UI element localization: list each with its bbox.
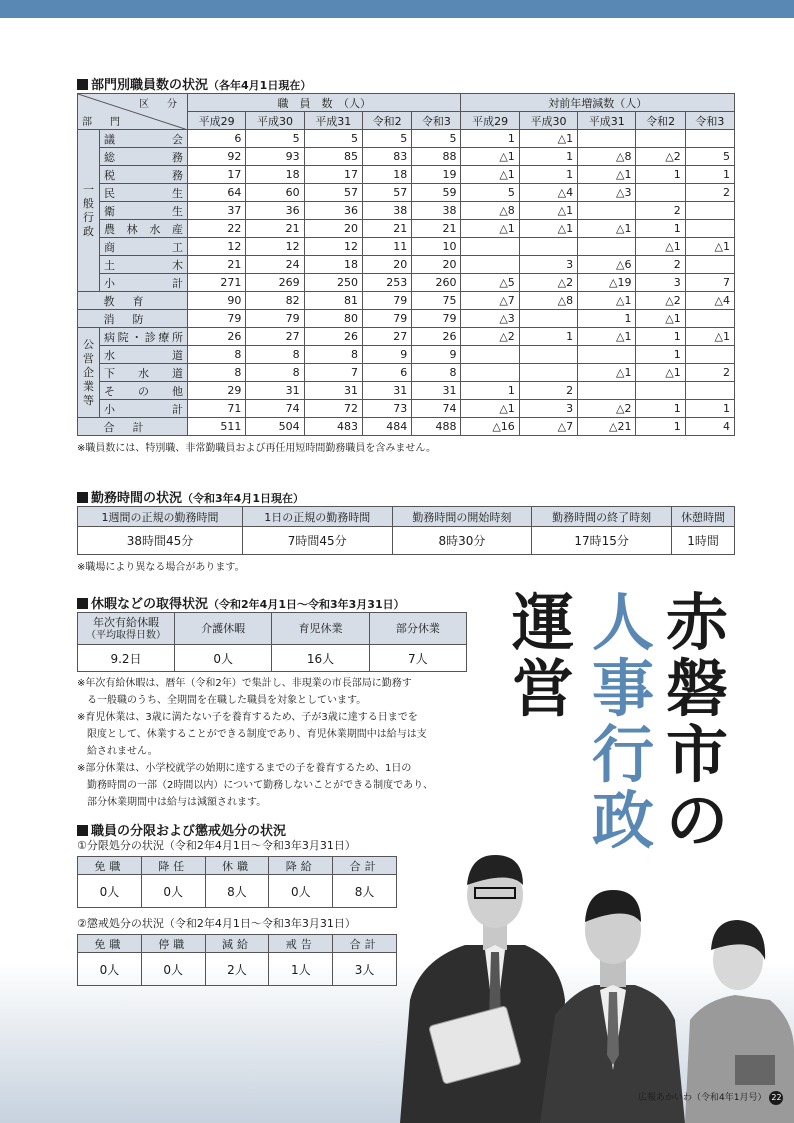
title-column-unei	[508, 586, 578, 725]
diff-cell: △2	[636, 292, 685, 310]
staff-count-cell: 8	[246, 346, 304, 364]
staff-count-cell: 79	[246, 310, 304, 328]
staff-count-cell: 21	[362, 220, 411, 238]
diff-cell: △5	[461, 274, 519, 292]
diff-cell: 1	[519, 328, 577, 346]
dismissal-value: 0人	[269, 875, 333, 908]
staff-count-cell: 8	[304, 346, 362, 364]
section-title-work-hours: 勤務時間の状況（令和3年4月1日現在）	[77, 487, 304, 506]
staff-count-cell: 27	[362, 328, 411, 346]
staff-count-cell: 12	[246, 238, 304, 256]
diff-cell: 1	[578, 310, 636, 328]
row-label: 土木	[100, 256, 188, 274]
staff-count-cell: 6	[188, 130, 246, 148]
staff-count-cell: 80	[304, 310, 362, 328]
work-hours-value: 7時間45分	[242, 527, 392, 555]
staff-count-cell: 19	[412, 166, 461, 184]
staff-count-cell: 36	[246, 202, 304, 220]
staff-count-cell: 11	[362, 238, 411, 256]
diff-cell: △19	[578, 274, 636, 292]
row-label: 小計	[100, 400, 188, 418]
diff-cell: 2	[636, 202, 685, 220]
diff-cell: △8	[519, 292, 577, 310]
diff-cell	[636, 382, 685, 400]
diff-cell: 1	[461, 382, 519, 400]
staff-count-cell: 250	[304, 274, 362, 292]
dismissal-header: 降給	[269, 857, 333, 875]
staff-count-cell: 8	[412, 364, 461, 382]
table-row	[78, 184, 735, 202]
diff-cell: 1	[636, 166, 685, 184]
year-header: 平成31	[304, 112, 362, 130]
staff-count-cell: 5	[304, 130, 362, 148]
staff-count-cell: 10	[412, 238, 461, 256]
staff-count-cell: 74	[412, 400, 461, 418]
dismissal-header: 免職	[78, 857, 142, 875]
table-row	[78, 310, 735, 328]
staff-count-cell: 26	[188, 328, 246, 346]
table-row	[78, 328, 735, 346]
staff-count-cell: 9	[412, 346, 461, 364]
diff-cell: △1	[461, 148, 519, 166]
work-hours-value: 38時間45分	[78, 527, 243, 555]
diff-cell	[685, 202, 734, 220]
staff-count-cell: 92	[188, 148, 246, 166]
diff-cell	[461, 364, 519, 382]
diff-cell: △1	[519, 202, 577, 220]
diff-cell: △4	[519, 184, 577, 202]
diff-cell: △6	[578, 256, 636, 274]
diff-cell: △7	[519, 418, 577, 436]
row-label: 消防	[78, 310, 188, 328]
diff-cell: △1	[636, 364, 685, 382]
year-header: 平成29	[188, 112, 246, 130]
leave-header: 部分休業	[369, 613, 466, 645]
header-ku: 区 分	[139, 99, 181, 110]
diff-cell	[578, 238, 636, 256]
staff-count-cell: 36	[304, 202, 362, 220]
title-text-2: 人 事 行 政	[591, 586, 654, 857]
row-label: 税務	[100, 166, 188, 184]
staff-count-cell: 31	[246, 382, 304, 400]
dismissal-caption: ①分限処分の状況（令和2年4月1日～令和3年3月31日）	[77, 839, 356, 852]
diff-cell: △1	[685, 328, 734, 346]
diff-cell: △8	[578, 148, 636, 166]
year-header: 令和2	[362, 112, 411, 130]
diff-cell: 2	[685, 364, 734, 382]
staff-count-cell: 17	[188, 166, 246, 184]
footer-text: 広報あかいわ（令和4年1月号）	[638, 1093, 767, 1103]
work-hours-header: 勤務時間の終了時刻	[532, 507, 672, 527]
title-text-3: 運 営	[511, 586, 574, 725]
staff-count-cell: 26	[304, 328, 362, 346]
diff-cell: △1	[578, 328, 636, 346]
staff-count-cell: 253	[362, 274, 411, 292]
table-row	[78, 148, 735, 166]
section-title-leave: 休暇などの取得状況（令和2年4月1日～令和3年3月31日）	[77, 593, 405, 612]
row-label: 商工	[100, 238, 188, 256]
staff-count-cell: 5	[412, 130, 461, 148]
diff-cell: △1	[578, 364, 636, 382]
table-row	[78, 382, 735, 400]
diff-cell	[461, 238, 519, 256]
row-label: 水道	[100, 346, 188, 364]
work-hours-value: 17時15分	[532, 527, 672, 555]
diff-cell	[685, 382, 734, 400]
diff-cell: △3	[578, 184, 636, 202]
staff-count-cell: 24	[246, 256, 304, 274]
staff-count-cell: 73	[362, 400, 411, 418]
diff-year-header: 平成30	[519, 112, 577, 130]
diff-cell	[519, 238, 577, 256]
staff-count-cell: 20	[304, 220, 362, 238]
leave-value: 7人	[369, 645, 466, 672]
title-column-akaiwa	[662, 586, 732, 857]
staff-count-cell: 17	[304, 166, 362, 184]
disciplinary-value: 1人	[269, 953, 333, 986]
diff-cell	[461, 256, 519, 274]
year-header: 平成30	[246, 112, 304, 130]
staff-count-cell: 12	[188, 238, 246, 256]
diff-cell: △8	[461, 202, 519, 220]
staff-count-cell: 59	[412, 184, 461, 202]
header-bu: 部 門	[82, 117, 124, 128]
row-label: 民生	[100, 184, 188, 202]
diff-cell: △1	[636, 238, 685, 256]
title-text-1: 赤 磐 市 の	[665, 586, 728, 857]
diff-year-header: 平成31	[578, 112, 636, 130]
diff-cell: △1	[461, 400, 519, 418]
disciplinary-value: 0人	[141, 953, 205, 986]
disciplinary-header: 合計	[333, 935, 397, 953]
leave-header-annual: 年次有給休暇 （平均取得日数）	[78, 613, 175, 645]
diff-cell: 5	[461, 184, 519, 202]
diff-cell: 2	[519, 382, 577, 400]
staff-count-cell: 64	[188, 184, 246, 202]
staff-count-cell: 271	[188, 274, 246, 292]
staff-count-cell: 88	[412, 148, 461, 166]
staff-count-cell: 21	[412, 220, 461, 238]
row-label: 合計	[78, 418, 188, 436]
staff-count-cell: 79	[362, 310, 411, 328]
table-row	[78, 364, 735, 382]
work-hours-header: 休憩時間	[672, 507, 735, 527]
leave-header: 介護休暇	[175, 613, 272, 645]
staff-count-cell: 31	[304, 382, 362, 400]
dismissal-value: 0人	[78, 875, 142, 908]
diff-cell: △1	[578, 166, 636, 184]
disciplinary-caption: ②懲戒処分の状況（令和2年4月1日～令和3年3月31日）	[77, 917, 356, 930]
diff-cell: △1	[578, 220, 636, 238]
diff-cell: △1	[519, 130, 577, 148]
staff-count-cell: 18	[362, 166, 411, 184]
square-bullet-icon	[77, 79, 88, 90]
table-row	[78, 274, 735, 292]
diff-cell: 4	[685, 418, 734, 436]
staff-count-cell: 57	[304, 184, 362, 202]
disciplinary-header: 停職	[141, 935, 205, 953]
diff-cell: 1	[636, 400, 685, 418]
staff-count-cell: 6	[362, 364, 411, 382]
staff-count-cell: 7	[304, 364, 362, 382]
staff-count-cell: 484	[362, 418, 411, 436]
diff-header: 対前年増減数（人）	[461, 94, 735, 112]
staff-count-cell: 12	[304, 238, 362, 256]
staff-count-cell: 83	[362, 148, 411, 166]
staff-count-cell: 81	[304, 292, 362, 310]
staff-count-cell: 38	[412, 202, 461, 220]
staff-count-cell: 504	[246, 418, 304, 436]
diff-cell	[636, 184, 685, 202]
staff-count-cell: 8	[188, 364, 246, 382]
staff-count-cell: 79	[188, 310, 246, 328]
diff-cell	[461, 346, 519, 364]
row-label: 下水道	[100, 364, 188, 382]
staff-count-cell: 38	[362, 202, 411, 220]
diff-cell: 2	[636, 256, 685, 274]
page-number: 22	[769, 1091, 783, 1105]
staff-count-cell: 21	[188, 256, 246, 274]
diff-cell: △2	[636, 148, 685, 166]
leave-value: 9.2日	[78, 645, 175, 672]
leave-value: 0人	[175, 645, 272, 672]
diff-cell: 3	[636, 274, 685, 292]
staff-count-cell: 20	[362, 256, 411, 274]
table-row	[78, 346, 735, 364]
dismissal-value: 8人	[205, 875, 269, 908]
table-row	[78, 220, 735, 238]
staff-count-cell: 5	[246, 130, 304, 148]
table-row	[78, 256, 735, 274]
section-title-discipline: 職員の分限および懲戒処分の状況	[77, 820, 286, 839]
square-bullet-icon	[77, 492, 88, 503]
staff-count-cell: 21	[246, 220, 304, 238]
staff-count-cell: 18	[246, 166, 304, 184]
diff-cell: 1	[685, 400, 734, 418]
title-column-jinji	[588, 586, 658, 857]
diff-cell	[578, 346, 636, 364]
diff-cell: △1	[461, 220, 519, 238]
diff-cell	[578, 130, 636, 148]
table-row	[78, 292, 735, 310]
diff-cell	[519, 310, 577, 328]
staff-count-cell: 31	[412, 382, 461, 400]
table-row	[78, 238, 735, 256]
diff-cell: △2	[578, 400, 636, 418]
disciplinary-value: 3人	[333, 953, 397, 986]
staff-count-cell: 18	[304, 256, 362, 274]
diff-cell: 1	[461, 130, 519, 148]
diff-cell	[685, 310, 734, 328]
staff-count-cell: 85	[304, 148, 362, 166]
dismissal-table	[77, 856, 397, 908]
diff-cell	[578, 382, 636, 400]
work-hours-header: 1週間の正規の勤務時間	[78, 507, 243, 527]
diff-year-header: 令和2	[636, 112, 685, 130]
row-label: 病院・診療所	[100, 328, 188, 346]
diff-cell	[685, 346, 734, 364]
staff-count-cell: 57	[362, 184, 411, 202]
diff-cell: 5	[685, 148, 734, 166]
diff-cell	[685, 256, 734, 274]
table-row	[78, 130, 735, 148]
diff-cell	[636, 130, 685, 148]
work-hours-value: 1時間	[672, 527, 735, 555]
staff-count-cell: 269	[246, 274, 304, 292]
staff-count-cell: 75	[412, 292, 461, 310]
staff-count-cell: 260	[412, 274, 461, 292]
staff-count-cell: 82	[246, 292, 304, 310]
staff-count-cell: 37	[188, 202, 246, 220]
diff-cell: △1	[578, 292, 636, 310]
staff-count-cell: 71	[188, 400, 246, 418]
staff-count-table	[77, 93, 735, 436]
staff-count-cell: 93	[246, 148, 304, 166]
table-row	[78, 166, 735, 184]
staff-count-cell: 20	[412, 256, 461, 274]
work-hours-header: 勤務時間の開始時刻	[392, 507, 532, 527]
diff-cell: 1	[636, 220, 685, 238]
staff-count-cell: 26	[412, 328, 461, 346]
disciplinary-header: 減給	[205, 935, 269, 953]
staff-count-cell: 31	[362, 382, 411, 400]
diff-cell: 2	[685, 184, 734, 202]
diff-cell: △7	[461, 292, 519, 310]
leave-table	[77, 612, 467, 672]
row-label: 小計	[100, 274, 188, 292]
row-label: 農林水産	[100, 220, 188, 238]
staff-count-cell: 22	[188, 220, 246, 238]
work-hours-note: ※職場により異なる場合があります。	[77, 562, 245, 573]
staff-count-cell: 483	[304, 418, 362, 436]
diff-cell	[578, 202, 636, 220]
disciplinary-header: 免職	[78, 935, 142, 953]
diff-cell: △3	[461, 310, 519, 328]
diff-cell: △16	[461, 418, 519, 436]
table-row	[78, 400, 735, 418]
diff-cell: △4	[685, 292, 734, 310]
diff-cell: △1	[519, 220, 577, 238]
row-label: 教育	[78, 292, 188, 310]
diff-cell	[685, 220, 734, 238]
diff-year-header: 令和3	[685, 112, 734, 130]
disciplinary-value: 2人	[205, 953, 269, 986]
work-hours-table	[77, 506, 735, 555]
staff-count-cell: 488	[412, 418, 461, 436]
disciplinary-value: 0人	[78, 953, 142, 986]
leave-value: 16人	[272, 645, 369, 672]
disciplinary-table	[77, 934, 397, 986]
staff-count-cell: 8	[246, 364, 304, 382]
staff-count-cell: 9	[362, 346, 411, 364]
section-title-staff-count: 部門別職員数の状況（各年4月1日現在）	[77, 74, 311, 93]
diff-cell: △2	[461, 328, 519, 346]
table-row	[78, 418, 735, 436]
work-hours-value: 8時30分	[392, 527, 532, 555]
row-label: 衛生	[100, 202, 188, 220]
row-label: 総務	[100, 148, 188, 166]
dismissal-header: 降任	[141, 857, 205, 875]
staff-count-cell: 511	[188, 418, 246, 436]
staff-count-cell: 74	[246, 400, 304, 418]
staff-count-header: 職 員 数 （人）	[188, 94, 461, 112]
diff-cell: 3	[519, 400, 577, 418]
staff-count-cell: 29	[188, 382, 246, 400]
row-label: その他	[100, 382, 188, 400]
diff-cell: 7	[685, 274, 734, 292]
diff-cell: △1	[685, 238, 734, 256]
table-row	[78, 202, 735, 220]
dismissal-value: 8人	[333, 875, 397, 908]
person-left	[400, 855, 565, 1123]
staff-count-cell: 79	[412, 310, 461, 328]
leave-header: 育児休業	[272, 613, 369, 645]
top-accent-bar	[0, 0, 794, 18]
diff-year-header: 平成29	[461, 112, 519, 130]
diff-cell: 1	[636, 418, 685, 436]
diff-cell: △1	[636, 310, 685, 328]
staff-count-cell: 72	[304, 400, 362, 418]
corner-header-cell	[78, 94, 188, 130]
diff-cell: 1	[519, 148, 577, 166]
dismissal-header: 合計	[333, 857, 397, 875]
staff-count-cell: 5	[362, 130, 411, 148]
diff-cell: 1	[685, 166, 734, 184]
square-bullet-icon	[77, 598, 88, 609]
row-label: 議会	[100, 130, 188, 148]
diff-cell: 1	[636, 328, 685, 346]
work-hours-header: 1日の正規の勤務時間	[242, 507, 392, 527]
dismissal-value: 0人	[141, 875, 205, 908]
diff-cell: 1	[519, 166, 577, 184]
diff-cell: △1	[461, 166, 519, 184]
staff-count-cell: 79	[362, 292, 411, 310]
disciplinary-header: 戒告	[269, 935, 333, 953]
diff-cell	[519, 346, 577, 364]
staff-count-cell: 27	[246, 328, 304, 346]
staff-table-note: ※職員数には、特別職、非常勤職員および再任用短時間勤務職員を含みません。	[77, 443, 436, 454]
group-koei: 公 営 企 業 等	[78, 328, 100, 418]
dismissal-header: 休職	[205, 857, 269, 875]
staff-photo-illustration	[395, 850, 794, 1123]
square-bullet-icon	[77, 825, 88, 836]
page-footer	[638, 1090, 783, 1105]
leave-notes: ※年次有給休暇は、暦年（令和2年）で集計し、非現業の市長部局に勤務す る一般職のうち、全期間を在職した職員を対象としています。 ※育児休業は、3歳に満たない子を養育するため、子が3歳に達する日までを 限度として、休業することができる制度であり、育児休業期間中は給与は支 給されません。 ※部分休業は、小学校就学の始期に達するまでの子を養育するため、1日の 勤務時間の一部（2時間以内）について勤務しないことができる制度であり、 部分休業期間中は給与は減額されます。	[77, 678, 434, 808]
diff-cell	[519, 364, 577, 382]
diff-cell: 3	[519, 256, 577, 274]
staff-count-cell: 60	[246, 184, 304, 202]
diff-cell: △21	[578, 418, 636, 436]
group-ippan: 一 般 行 政	[78, 130, 100, 292]
diff-cell: △2	[519, 274, 577, 292]
staff-count-cell: 90	[188, 292, 246, 310]
staff-count-cell: 8	[188, 346, 246, 364]
diff-cell: 1	[636, 346, 685, 364]
year-header: 令和3	[412, 112, 461, 130]
diff-cell	[685, 130, 734, 148]
